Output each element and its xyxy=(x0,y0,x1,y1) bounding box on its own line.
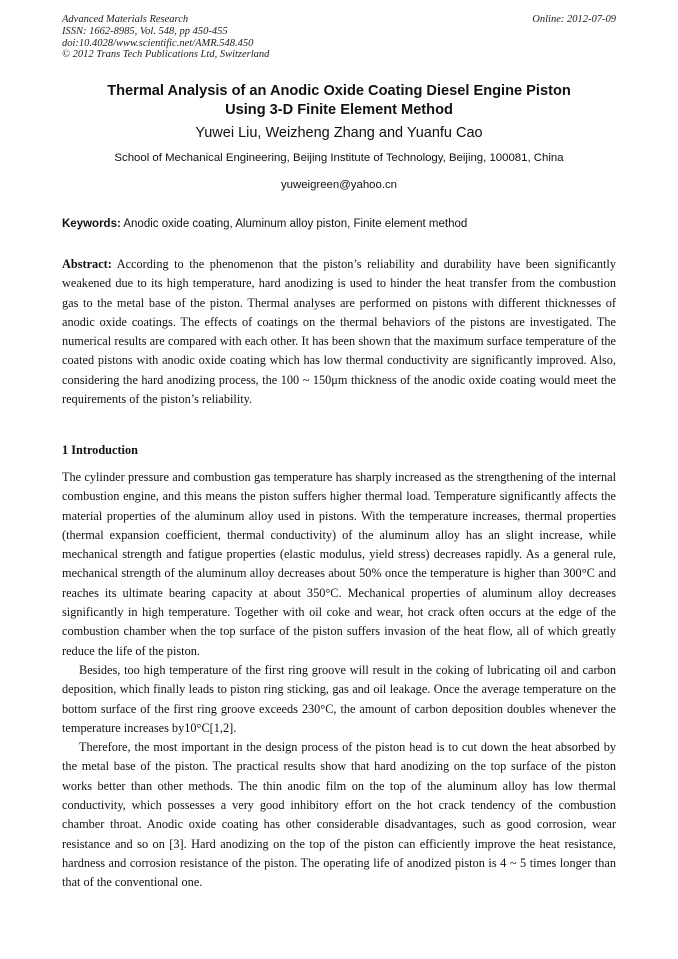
abstract xyxy=(62,255,616,409)
paragraph: Therefore, the most important in the design process of the piston head is to cut down the heat absorbed by the metal base of the piston. The practical results show that hard anodizing on the top surface of the piston works better than other methods. The thin anodic film on the top of the aluminum alloy has low thermal conductivity, which possesses a very good inhibitory effort on the hot crack tendency of the combustion chamber throat. Anodic oxide coating has other considerable disadvantages, such as good corrosion, wear resistance and so on [3]. Hard anodizing on the top of the piston can efficiently improve the heat resistance, hardness and corrosion resistance of the piston. The operating life of anodized piston is 4 ~ 5 times longer than that of the conventional one. xyxy=(62,740,616,890)
keywords-text: Anodic oxide coating, Aluminum alloy piston, Finite element method xyxy=(123,218,468,230)
title-line-2: Using 3-D Finite Element Method xyxy=(225,101,453,118)
online-date: Online: 2012-07-09 xyxy=(532,14,616,25)
author-list: Yuwei Liu, Weizheng Zhang and Yuanfu Cao xyxy=(195,125,483,141)
title-line-1: Thermal Analysis of an Anodic Oxide Coating Diesel Engine Piston xyxy=(107,83,571,99)
abstract-label: Abstract: xyxy=(62,257,112,271)
keywords-label: Keywords: xyxy=(62,218,121,230)
copyright-line: © 2012 Trans Tech Publications Ltd, Switzerland xyxy=(62,49,270,61)
paragraph: Besides, too high temperature of the first ring groove will result in the coking of lubricating oil and carbon deposition, which finally leads to piston ring sticking, gas and oil leakage. Once the average temperature on the bottom surface of the first ring groove exceeds 230°C, the amount of carbon deposition doubles whenever the temperature increases by10°C[1,2]. xyxy=(62,662,616,735)
issn-line: ISSN: 1662-8985, Vol. 548, pp 450-455 xyxy=(62,25,228,37)
keywords xyxy=(62,218,616,230)
abstract-text: According to the phenomenon that the piston’s reliability and durability have been significantly weakened due to its high temperature, hard anodizing is used to hinder the heat transfer from the combustion gas to the metal base of the piston. Thermal analyses are performed on pistons with different thicknesses of anodic oxide coatings. The effects of coatings on the thermal behaviors of the pistons are investigated. The numerical results are compared with each other. It has been shown that the maximum surface temperature of the coated pistons with anodic oxide coating which has low thermal conductivity are significantly improved. Also, considering the hard anodizing process, the 100 ~ 150μm thickness of the anodic oxide coating would meet the requirements of the piston’s reliability. xyxy=(62,257,616,407)
section-heading: 1 Introduction xyxy=(62,443,138,457)
doi-line: doi:10.4028/www.scientific.net/AMR.548.450 xyxy=(62,37,254,49)
journal-name: Advanced Materials Research xyxy=(62,14,189,25)
paragraph: The cylinder pressure and combustion gas temperature has sharply increased as the strengthening of the internal combustion engine, and this means the piston suffers higher thermal load. Temperature significantly affects the material properties of the aluminum alloy used in pistons. With the temperature increases, thermal properties (thermal expansion coefficient, thermal conductivity) of the aluminum alloy has an slight increase, while mechanical strength and fatigue properties (elastic modulus, yield stress) decreases rapidly. As a general rule, mechanical strength of the aluminum alloy decreases about 50% once the temperature is higher than 300°C and reaches its ultimate bearing capacity at about 350°C. Mechanical properties of aluminum alloy decreases significantly in high temperature. Together with oil coke and wear, hot crack often occurs at the edge of the combustion chamber when the top surface of the piston suffers invasion of the heat flow, all of which greatly reduce the life of the piston. xyxy=(62,470,616,658)
affiliation: School of Mechanical Engineering, Beijing Institute of Technology, Beijing, 100081, China xyxy=(114,152,564,164)
author-email: yuweigreen@yahoo.cn xyxy=(280,179,398,191)
paper-title xyxy=(62,82,616,119)
publication-header xyxy=(62,14,269,61)
introduction-body xyxy=(62,468,616,893)
